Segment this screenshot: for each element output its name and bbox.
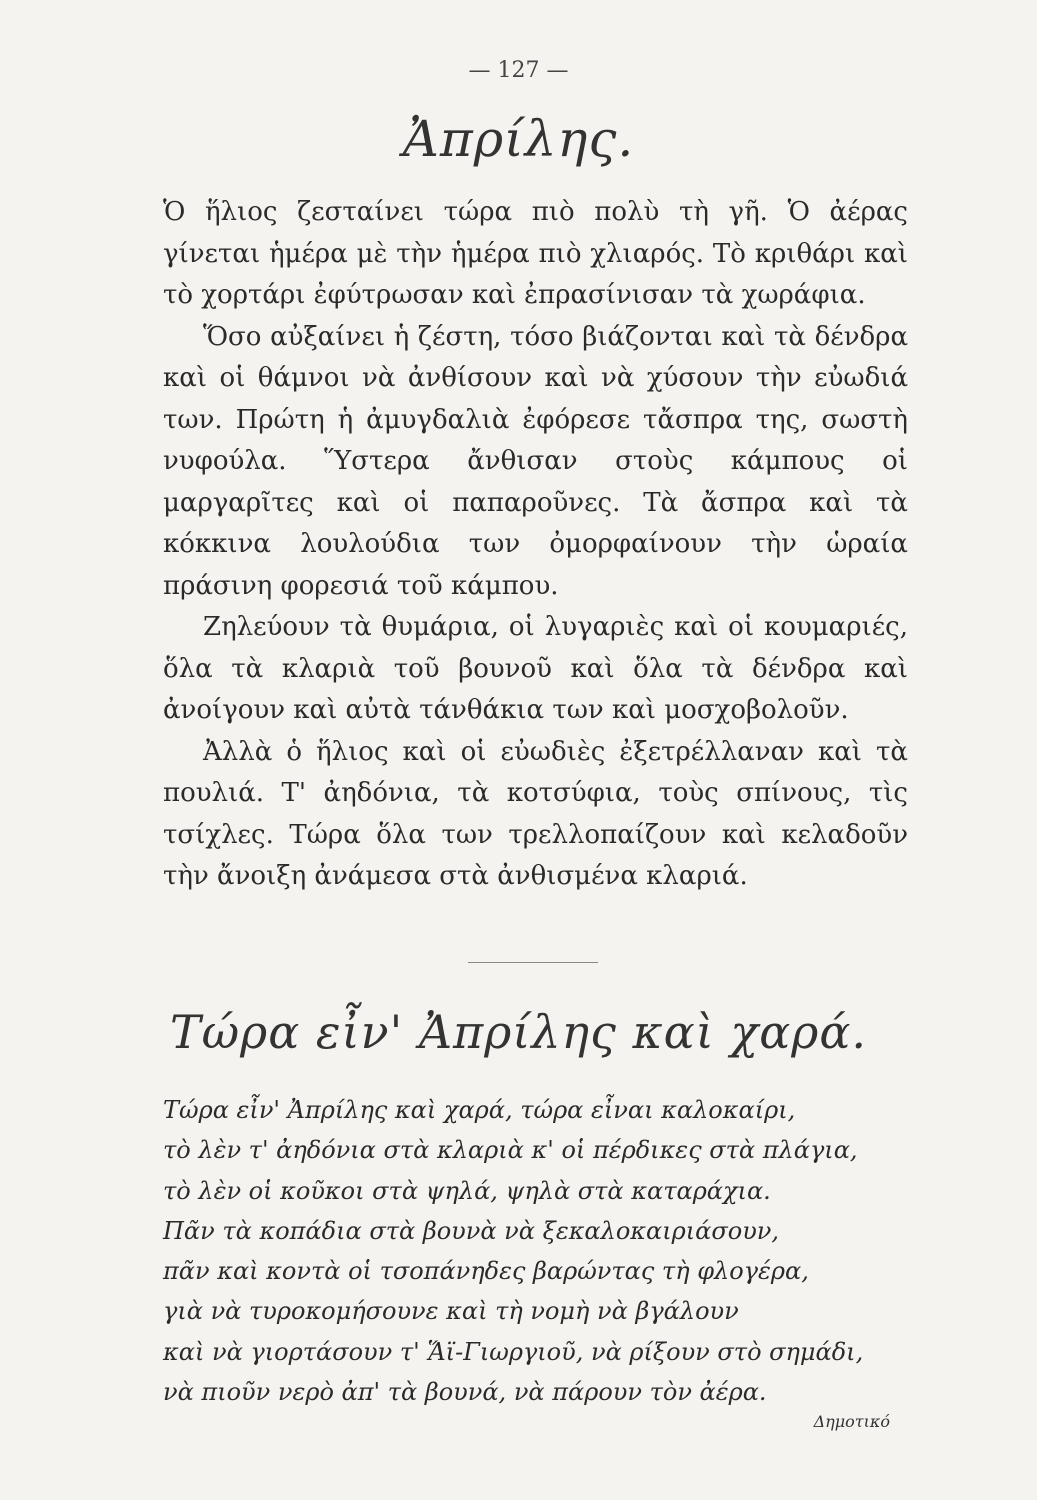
poem-title: Τώρα εἶν' Ἀπρίλης καὶ χαρά. xyxy=(169,1005,868,1059)
poem xyxy=(163,1090,923,1412)
poem-line: τὸ λὲν τ' ἀηδόνια στὰ κλαριὰ κ' οἱ πέρδικες στὰ πλάγια, xyxy=(163,1136,858,1165)
paragraph: Ἀλλὰ ὁ ἥλιος καὶ οἱ εὐωδιὲς ἐξετρέλλαναν καὶ τὰ πουλιά. Τ' ἀηδόνια, τὰ κοτσύφια, τοὺς σπίνους, τὶς τσίχλες. Τώρα ὅλα των τρελλοπαίζουν καὶ κελαδοῦν τὴν ἄνοιξη ἀνάμεσα στὰ ἀνθισμένα κλαριά. xyxy=(163,736,908,891)
page-number: — 127 — xyxy=(468,58,569,83)
poem-line: καὶ νὰ γιορτάσουν τ' Ἅϊ-Γιωργιοῦ, νὰ ρίξουν στὸ σημάδι, xyxy=(163,1337,864,1366)
poem-line: νὰ πιοῦν νερὸ ἀπ' τὰ βουνά, νὰ πάρουν τὸν ἀέρα. xyxy=(163,1378,767,1407)
paragraph: Ζηλεύουν τὰ θυμάρια, οἱ λυγαριὲς καὶ οἱ κουμαριές, ὅλα τὰ κλαριὰ τοῦ βουνοῦ καὶ ὅλα τὰ δένδρα καὶ ἀνοίγουν καὶ αὐτὰ τάνθάκια των καὶ μοσχοβολοῦν. xyxy=(163,612,908,725)
poem-line: Τώρα εἶν' Ἀπρίλης καὶ χαρά, τώρα εἶναι καλοκαίρι, xyxy=(163,1096,796,1124)
paragraph: Ὁ ἥλιος ζεσταίνει τώρα πιὸ πολὺ τὴ γῆ. Ὁ ἀέρας γίνεται ἡμέρα μὲ τὴν ἡμέρα πιὸ χλιαρός. Τὸ κριθάρι καὶ τὸ χορτάρι ἐφύτρωσαν καὶ ἐπρασίνισαν τὰ χωράφια. xyxy=(163,197,908,310)
paragraph: Ὅσο αὐξαίνει ἡ ζέστη, τόσο βιάζονται καὶ τὰ δένδρα καὶ οἱ θάμνοι νὰ ἀνθίσουν καὶ νὰ χύσουν τὴν εὐωδιά των. Πρώτη ἡ ἀμυγδαλιὰ ἐφόρεσε τἄσπρα της, σωστὴ νυφούλα. Ὕστερα ἄνθισαν στοὺς κάμπους οἱ μαργαρῖτες καὶ οἱ παπαροῦνες. Τὰ ἄσπρα καὶ τὰ κόκκινα λουλούδια των ὀμορφαίνουν τὴν ὡραία πράσινη φορεσιά τοῦ κάμπου. xyxy=(163,321,908,601)
poem-line: πᾶν καὶ κοντὰ οἱ τσοπάνηδες βαρώντας τὴ φλογέρα, xyxy=(163,1257,809,1286)
section-divider xyxy=(468,962,598,963)
poem-line: Πᾶν τὰ κοπάδια στὰ βουνὰ νὰ ξεκαλοκαιριάσουν, xyxy=(163,1216,780,1245)
prose-text xyxy=(163,192,908,898)
poem-line: τὸ λὲν οἱ κοῦκοι στὰ ψηλά, ψηλὰ στὰ καταράχια. xyxy=(163,1176,771,1205)
chapter-title: Ἀπρίλης. xyxy=(402,110,635,168)
poem-source: Δημοτικό xyxy=(813,1412,890,1431)
poem-line: γιὰ νὰ τυροκομήσουνε καὶ τὴ νομὴ νὰ βγάλουν xyxy=(163,1297,739,1326)
